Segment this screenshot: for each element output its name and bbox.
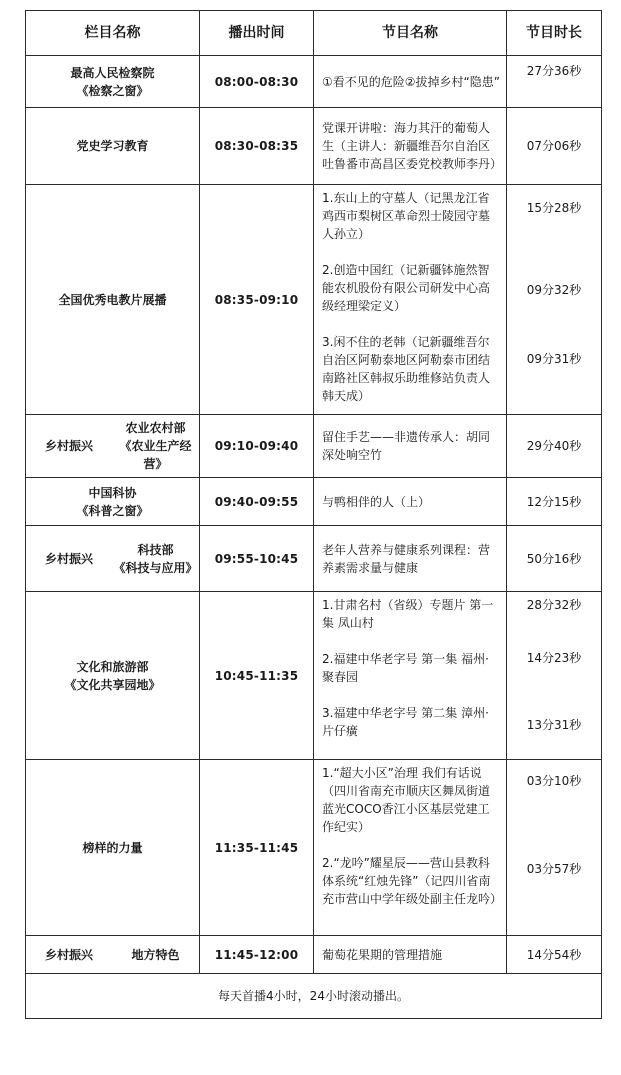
column-category: 乡村振兴 bbox=[44, 439, 93, 453]
schedule-table bbox=[25, 10, 602, 1019]
program-title: 3.闲不住的老韩（记新疆维吾尔自治区阿勒泰地区阿勒泰市团结南路社区韩叔乐助维修站负责人韩天成） bbox=[322, 335, 491, 403]
duration: 09分31秒 bbox=[526, 352, 582, 366]
program-name-cell bbox=[314, 415, 507, 478]
column-name: 农业农村部 《农业生产经营》 bbox=[119, 421, 192, 471]
duration-cell bbox=[507, 936, 602, 974]
spacer bbox=[322, 836, 500, 854]
header-air-time: 播出时间 bbox=[200, 11, 314, 56]
column-name-cell bbox=[26, 526, 200, 592]
spacer bbox=[322, 686, 500, 704]
program-title: 2.福建中华老字号 第一集 福州·聚春园 bbox=[322, 652, 489, 684]
header-column-name: 栏目名称 bbox=[26, 11, 200, 56]
duration: 29分40秒 bbox=[526, 439, 582, 453]
column-name: 中国科协 《科普之窗》 bbox=[76, 485, 149, 518]
table-row bbox=[26, 478, 602, 526]
duration: 13分31秒 bbox=[526, 718, 582, 732]
air-time-cell: 09:40-09:55 bbox=[200, 478, 314, 526]
duration: 03分57秒 bbox=[526, 862, 582, 876]
column-name: 文化和旅游部 《文化共享园地》 bbox=[64, 659, 161, 692]
table-row bbox=[26, 56, 602, 108]
duration-cell bbox=[507, 478, 602, 526]
program-title: 留住手艺——非遗传承人：胡同深处响空竹 bbox=[322, 430, 491, 462]
duration: 28分32秒 bbox=[526, 598, 582, 612]
column-name-cell bbox=[26, 592, 200, 760]
column-name-cell bbox=[26, 185, 200, 415]
program-title: 与鸭相伴的人（上） bbox=[322, 494, 431, 509]
air-time-cell: 08:00-08:30 bbox=[200, 56, 314, 108]
column-category: 乡村振兴 bbox=[44, 947, 93, 962]
column-name-cell bbox=[26, 415, 200, 478]
air-time-cell: 09:55-10:45 bbox=[200, 526, 314, 592]
duration-stack bbox=[507, 760, 601, 934]
table-row bbox=[26, 526, 602, 592]
schedule-wrapper bbox=[25, 10, 601, 1019]
air-time-cell: 08:30-08:35 bbox=[200, 108, 314, 185]
column-split bbox=[26, 419, 199, 473]
air-time-cell: 11:45-12:00 bbox=[200, 936, 314, 974]
program-name-cell bbox=[314, 592, 507, 760]
header-duration: 节目时长 bbox=[507, 11, 602, 56]
column-name-cell bbox=[26, 108, 200, 185]
duration-cell bbox=[507, 592, 602, 760]
column-name: 地方特色 bbox=[131, 947, 180, 962]
footer-note: 每天首播4小时，24小时滚动播出。 bbox=[26, 974, 602, 1019]
column-name-cell bbox=[26, 936, 200, 974]
air-time-cell: 11:35-11:45 bbox=[200, 760, 314, 936]
duration-cell bbox=[507, 185, 602, 415]
spacer bbox=[322, 243, 500, 261]
column-name: 榜样的力量 bbox=[82, 840, 143, 855]
table-header-row bbox=[26, 11, 602, 56]
program-title: 党课开讲啦：海力其汗的葡萄人生（主讲人：新疆维吾尔自治区吐鲁番市高昌区委党校教师李丹） bbox=[322, 121, 503, 171]
column-split bbox=[26, 946, 199, 964]
duration-cell bbox=[507, 760, 602, 936]
duration: 15分28秒 bbox=[526, 201, 582, 215]
program-title: 1.东山上的守墓人（记黑龙江省鸡西市梨树区革命烈士陵园守墓人孙立） bbox=[322, 191, 491, 241]
table-row bbox=[26, 760, 602, 936]
duration: 14分23秒 bbox=[526, 651, 582, 665]
duration-cell bbox=[507, 415, 602, 478]
column-name-cell bbox=[26, 56, 200, 108]
table-row bbox=[26, 108, 602, 185]
program-title: 老年人营养与健康系列课程：营养素需求量与健康 bbox=[322, 542, 491, 575]
program-title: 1.甘肃名村（省级）专题片 第一集 凤山村 bbox=[322, 598, 494, 630]
duration-cell bbox=[507, 56, 602, 108]
program-title: 1.“超大小区”治理 我们有话说（四川省南充市顺庆区舞凤街道蓝光COCO香江小区基层党建工作纪实） bbox=[322, 766, 491, 834]
duration: 03分10秒 bbox=[526, 774, 582, 788]
program-name-cell bbox=[314, 936, 507, 974]
duration-cell bbox=[507, 526, 602, 592]
program-title: ①看不见的危险②拔掉乡村“隐患” bbox=[322, 74, 500, 89]
spacer bbox=[322, 315, 500, 333]
duration: 09分32秒 bbox=[526, 283, 582, 297]
program-name-cell bbox=[314, 478, 507, 526]
program-name-cell bbox=[314, 56, 507, 108]
duration: 12分15秒 bbox=[526, 494, 582, 509]
table-row bbox=[26, 415, 602, 478]
duration: 14分54秒 bbox=[526, 947, 582, 962]
footer-row bbox=[26, 974, 602, 1019]
program-name-cell bbox=[314, 108, 507, 185]
header-program-name: 节目名称 bbox=[314, 11, 507, 56]
duration-stack bbox=[507, 592, 601, 758]
duration: 50分16秒 bbox=[526, 551, 582, 566]
column-name-cell bbox=[26, 760, 200, 936]
column-name-cell bbox=[26, 478, 200, 526]
table-row bbox=[26, 936, 602, 974]
program-title: 葡萄花果期的管理措施 bbox=[322, 947, 443, 962]
table-row bbox=[26, 592, 602, 760]
column-split bbox=[26, 541, 199, 577]
program-name-cell bbox=[314, 760, 507, 936]
column-category: 乡村振兴 bbox=[44, 551, 93, 566]
column-name: 全国优秀电教片展播 bbox=[58, 292, 167, 307]
table-row bbox=[26, 185, 602, 415]
program-title: 2.创造中国红（记新疆钵施然智能农机股份有限公司研发中心高级经理梁定义） bbox=[322, 263, 491, 313]
duration: 07分06秒 bbox=[526, 139, 582, 153]
column-name: 最高人民检察院 《检察之窗》 bbox=[70, 65, 155, 98]
spacer bbox=[322, 632, 500, 650]
program-name-cell bbox=[314, 526, 507, 592]
program-name-cell bbox=[314, 185, 507, 415]
duration: 27分36秒 bbox=[526, 64, 582, 78]
duration-cell bbox=[507, 108, 602, 185]
program-title: 3.福建中华老字号 第二集 漳州·片仔癀 bbox=[322, 706, 489, 738]
air-time-cell: 10:45-11:35 bbox=[200, 592, 314, 760]
column-name: 党史学习教育 bbox=[76, 139, 149, 153]
column-name: 科技部 《科技与应用》 bbox=[113, 542, 198, 575]
air-time-cell: 08:35-09:10 bbox=[200, 185, 314, 415]
air-time-cell: 09:10-09:40 bbox=[200, 415, 314, 478]
program-title: 2.“龙吟”耀星辰——营山县教科体系统“红烛先锋”（记四川省南充市营山中学年级处副主任龙吟） bbox=[322, 856, 503, 906]
duration-stack bbox=[507, 185, 601, 413]
